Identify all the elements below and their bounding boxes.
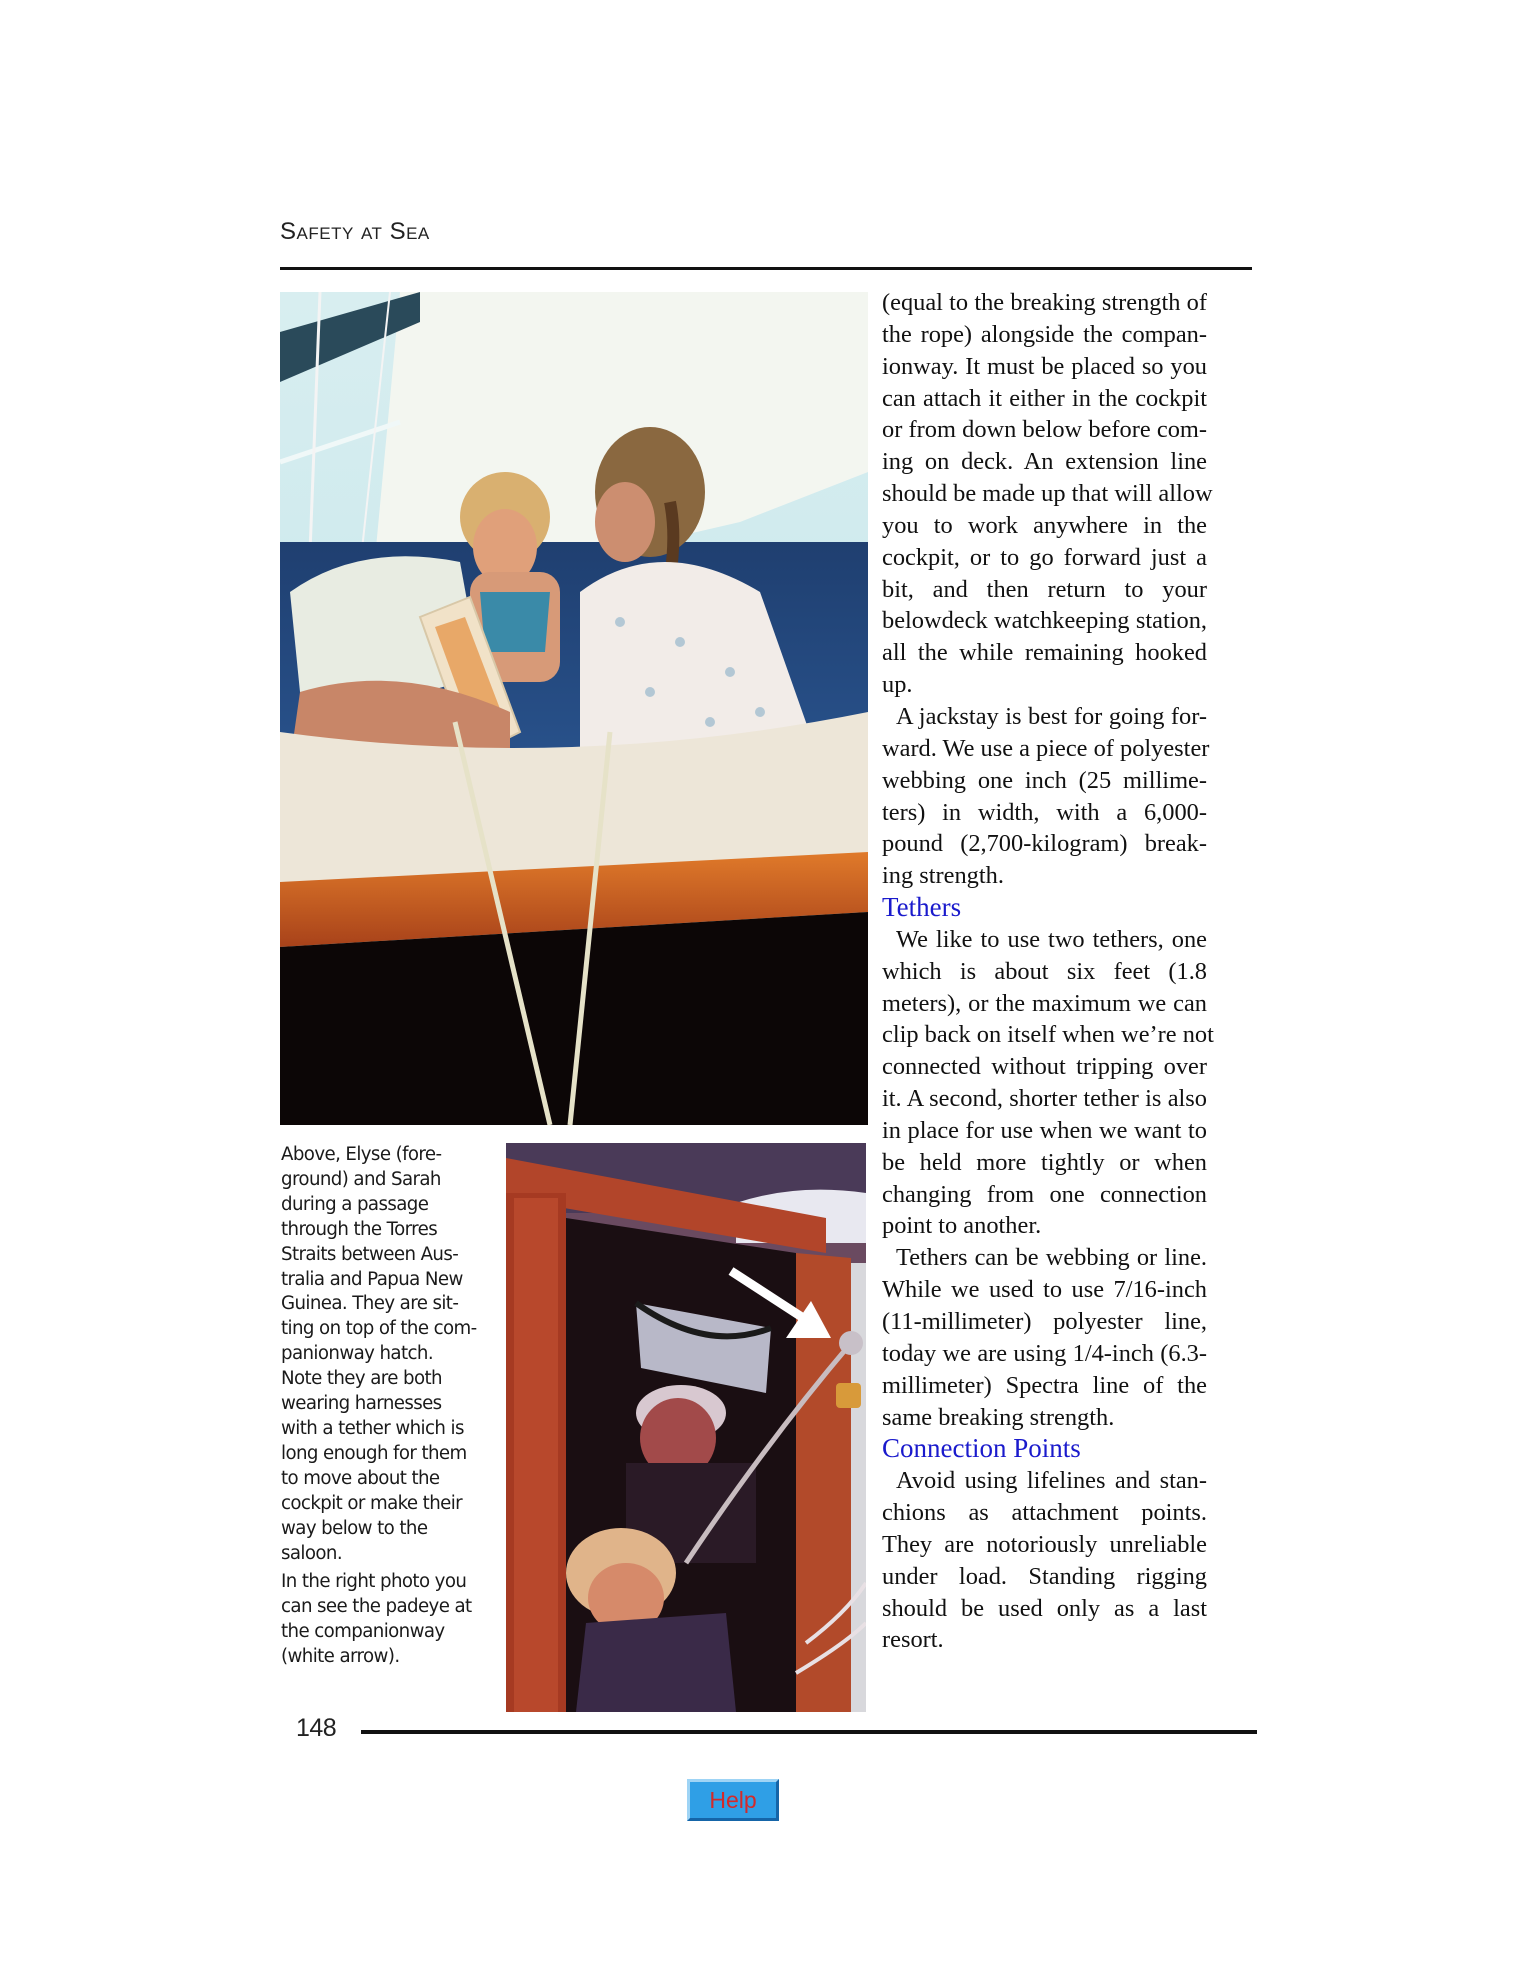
section-heading-tethers: Tethers [882, 892, 962, 923]
caption-line: during a passage [281, 1193, 429, 1215]
body-line: can attach it either in the cockpit [882, 384, 1207, 412]
caption-line: through the Torres [281, 1218, 438, 1240]
body-line: changing from one connection [882, 1180, 1207, 1208]
body-line: While we used to use 7/16-inch [882, 1276, 1207, 1304]
body-line: ionway. It must be placed so you [882, 352, 1207, 380]
body-line: clip back on itself when we’re not [882, 1021, 1214, 1049]
body-line: up. [882, 671, 913, 699]
body-line: pound (2,700-kilogram) break- [882, 830, 1207, 858]
page-number: 148 [296, 1714, 337, 1742]
caption-line: ground) and Sarah [281, 1168, 441, 1190]
caption-line: can see the padeye at [281, 1596, 472, 1618]
photo-girls-on-hatch [280, 292, 868, 1125]
caption-line: panionway hatch. [281, 1343, 434, 1365]
caption-line: Guinea. They are sit- [281, 1293, 459, 1315]
caption-line: long enough for them [281, 1442, 467, 1464]
body-line: webbing one inch (25 millime- [882, 766, 1207, 794]
caption-line: In the right photo you [281, 1571, 467, 1593]
body-line: Tethers can be webbing or line. [896, 1244, 1207, 1272]
section-heading-connection-points: Connection Points [882, 1433, 1081, 1464]
caption-line: cockpit or make their [281, 1492, 463, 1514]
body-line: ing strength. [882, 862, 1004, 890]
photo-companionway-padeye-image [506, 1143, 866, 1712]
body-line: today we are using 1/4-inch (6.3- [882, 1339, 1207, 1367]
caption-line: ting on top of the com- [281, 1318, 477, 1340]
body-line: should be made up that will allow [882, 480, 1213, 508]
body-line: bit, and then return to your [882, 575, 1207, 603]
caption-paragraph-2 [281, 1570, 496, 1670]
body-line: belowdeck watchkeeping station, [882, 607, 1207, 635]
body-line: resort. [882, 1626, 944, 1654]
body-line: meters), or the maximum we can [882, 989, 1207, 1017]
caption-paragraph-1 [281, 1143, 496, 1566]
body-line: which is about six feet (1.8 [882, 957, 1207, 985]
caption-line: way below to the [281, 1517, 428, 1539]
body-line: point to another. [882, 1212, 1042, 1240]
body-line: or from down below before com- [882, 416, 1207, 444]
body-line: chions as attachment points. [882, 1499, 1207, 1527]
photo-companionway-padeye [506, 1143, 866, 1712]
caption-line: Straits between Aus- [281, 1243, 459, 1265]
body-line: same breaking strength. [882, 1403, 1115, 1431]
paragraph-connection-points [882, 1465, 1207, 1656]
body-text-column [882, 287, 1214, 1656]
paragraph-padeye-continued [882, 287, 1213, 701]
body-line: (11-millimeter) polyester line, [882, 1308, 1207, 1335]
body-line: A jackstay is best for going for- [896, 702, 1207, 730]
footer-rule [361, 1730, 1257, 1734]
caption-line: with a tether which is [281, 1417, 464, 1439]
body-line: you to work anywhere in the [882, 511, 1207, 539]
caption-line: wearing harnesses [281, 1393, 442, 1415]
header-rule [280, 267, 1252, 270]
body-line: should be used only as a last [882, 1594, 1207, 1622]
body-line: ward. We use a piece of polyester [882, 734, 1210, 762]
body-line: (equal to the breaking strength of [882, 289, 1207, 316]
paragraph-jackstay [882, 701, 1210, 892]
paragraph-tethers-1 [882, 924, 1214, 1242]
body-line: it. A second, shorter tether is also [882, 1085, 1207, 1113]
body-line: They are notoriously unreliable [882, 1530, 1207, 1558]
body-line: ters) in width, with a 6,000- [882, 798, 1207, 826]
paragraph-tethers-2 [882, 1242, 1207, 1433]
running-head: Safety at Sea [280, 218, 430, 245]
body-line: cockpit, or to go forward just a [882, 543, 1207, 571]
figure-caption [281, 1143, 496, 1670]
body-line: connected without tripping over [882, 1053, 1207, 1081]
caption-line: the companionway [281, 1621, 445, 1643]
body-line: be held more tightly or when [882, 1148, 1207, 1176]
body-line: in place for use when we want to [882, 1116, 1207, 1144]
caption-line: Above, Elyse (fore- [281, 1144, 442, 1165]
body-line: the rope) alongside the compan- [882, 320, 1207, 348]
body-line: millimeter) Spectra line of the [882, 1371, 1207, 1399]
caption-line: saloon. [281, 1542, 343, 1564]
photo-girls-on-hatch-image [280, 292, 868, 1125]
help-button[interactable]: Help [687, 1779, 779, 1821]
body-line: under load. Standing rigging [882, 1562, 1207, 1590]
caption-line: to move about the [281, 1467, 440, 1489]
caption-line: (white arrow). [281, 1646, 400, 1668]
body-line: all the while remaining hooked [882, 639, 1207, 667]
body-line: Avoid using lifelines and stan- [896, 1467, 1207, 1495]
caption-line: Note they are both [281, 1368, 442, 1390]
caption-line: tralia and Papua New [281, 1268, 463, 1290]
body-line: We like to use two tethers, one [896, 925, 1207, 953]
body-line: ing on deck. An extension line [882, 448, 1207, 476]
